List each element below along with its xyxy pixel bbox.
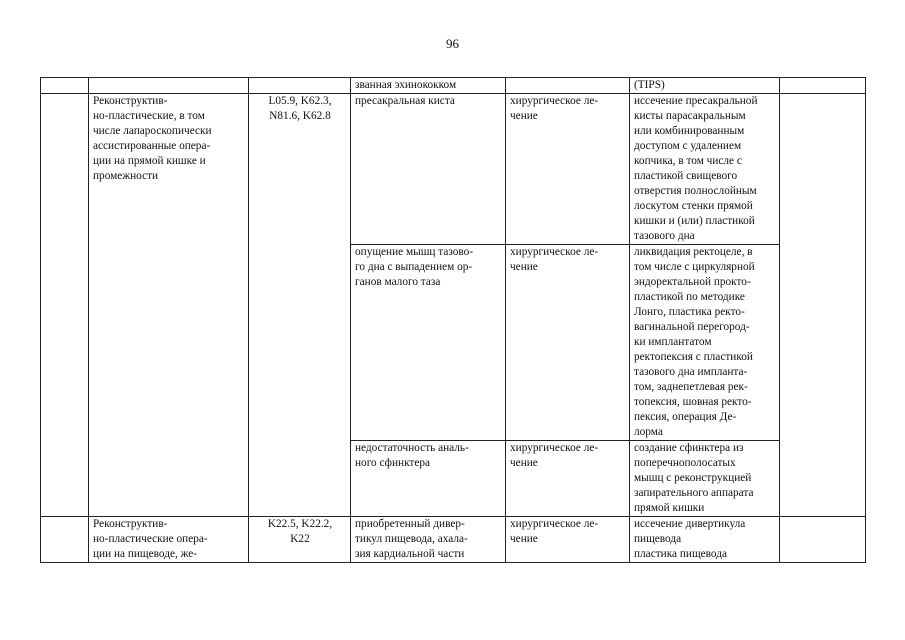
method-cell: Реконструктив- но-пластические, в том числе лапароскопически ассистированные опера- ции на прямой кишке и промежности (89, 94, 249, 517)
extra-cell (780, 78, 866, 94)
page-number: 96 (446, 36, 459, 51)
method-cell: Реконструктив- но-пластические опера- ции на пищеводе, же- (89, 517, 249, 563)
treatment-type-cell (506, 78, 630, 94)
condition-cell: пресакральная киста (351, 94, 506, 245)
codes-cell (249, 78, 351, 94)
treatment-type-cell: хирургическое ле- чение (506, 94, 630, 245)
condition-cell: званная эхинококком (351, 78, 506, 94)
procedure-cell: ликвидация ректоцеле, в том числе с циркулярной эндоректальной прокто- пластикой по методике Лонго, пластика ректо- вагинальной перегород- ки имплантатом ректопексия с пластикой тазового дна импланта- том, заднепетлевая рек- топексия, шовная ректо- пексия, операция Де- лорма (630, 245, 780, 441)
table-row (41, 94, 866, 245)
codes-cell: L05.9, K62.3, N81.6, K62.8 (249, 94, 351, 517)
extra-cell (780, 94, 866, 517)
table-row (41, 78, 866, 94)
treatment-type-cell: хирургическое ле- чение (506, 245, 630, 441)
procedure-cell: иссечение пресакральной кисты парасакральным или комбинированным доступом с удалением копчика, в том числе с пластикой свищевого отверстия полнослойным лоскутом стенки прямой кишки и (или) пластикой тазового дна (630, 94, 780, 245)
group-cell (41, 517, 89, 563)
condition-cell: приобретенный дивер- тикул пищевода, ахала- зия кардиальной части (351, 517, 506, 563)
treatment-type-cell: хирургическое ле- чение (506, 441, 630, 517)
group-cell (41, 78, 89, 94)
procedure-cell: иссечение дивертикула пищевода пластика пищевода (630, 517, 780, 563)
codes-cell: K22.5, K22.2, K22 (249, 517, 351, 563)
treatment-type-cell: хирургическое ле- чение (506, 517, 630, 563)
procedure-cell: (TIPS) (630, 78, 780, 94)
group-cell (41, 94, 89, 517)
condition-cell: недостаточность аналь- ного сфинктера (351, 441, 506, 517)
method-cell (89, 78, 249, 94)
extra-cell (780, 517, 866, 563)
table-row (41, 517, 866, 563)
procedure-cell: создание сфинктера из поперечнополосатых мышц с реконструкцией запирательного аппарата прямой кишки (630, 441, 780, 517)
procedures-table (40, 77, 866, 563)
condition-cell: опущение мышц тазово- го дна с выпадением ор- ганов малого таза (351, 245, 506, 441)
